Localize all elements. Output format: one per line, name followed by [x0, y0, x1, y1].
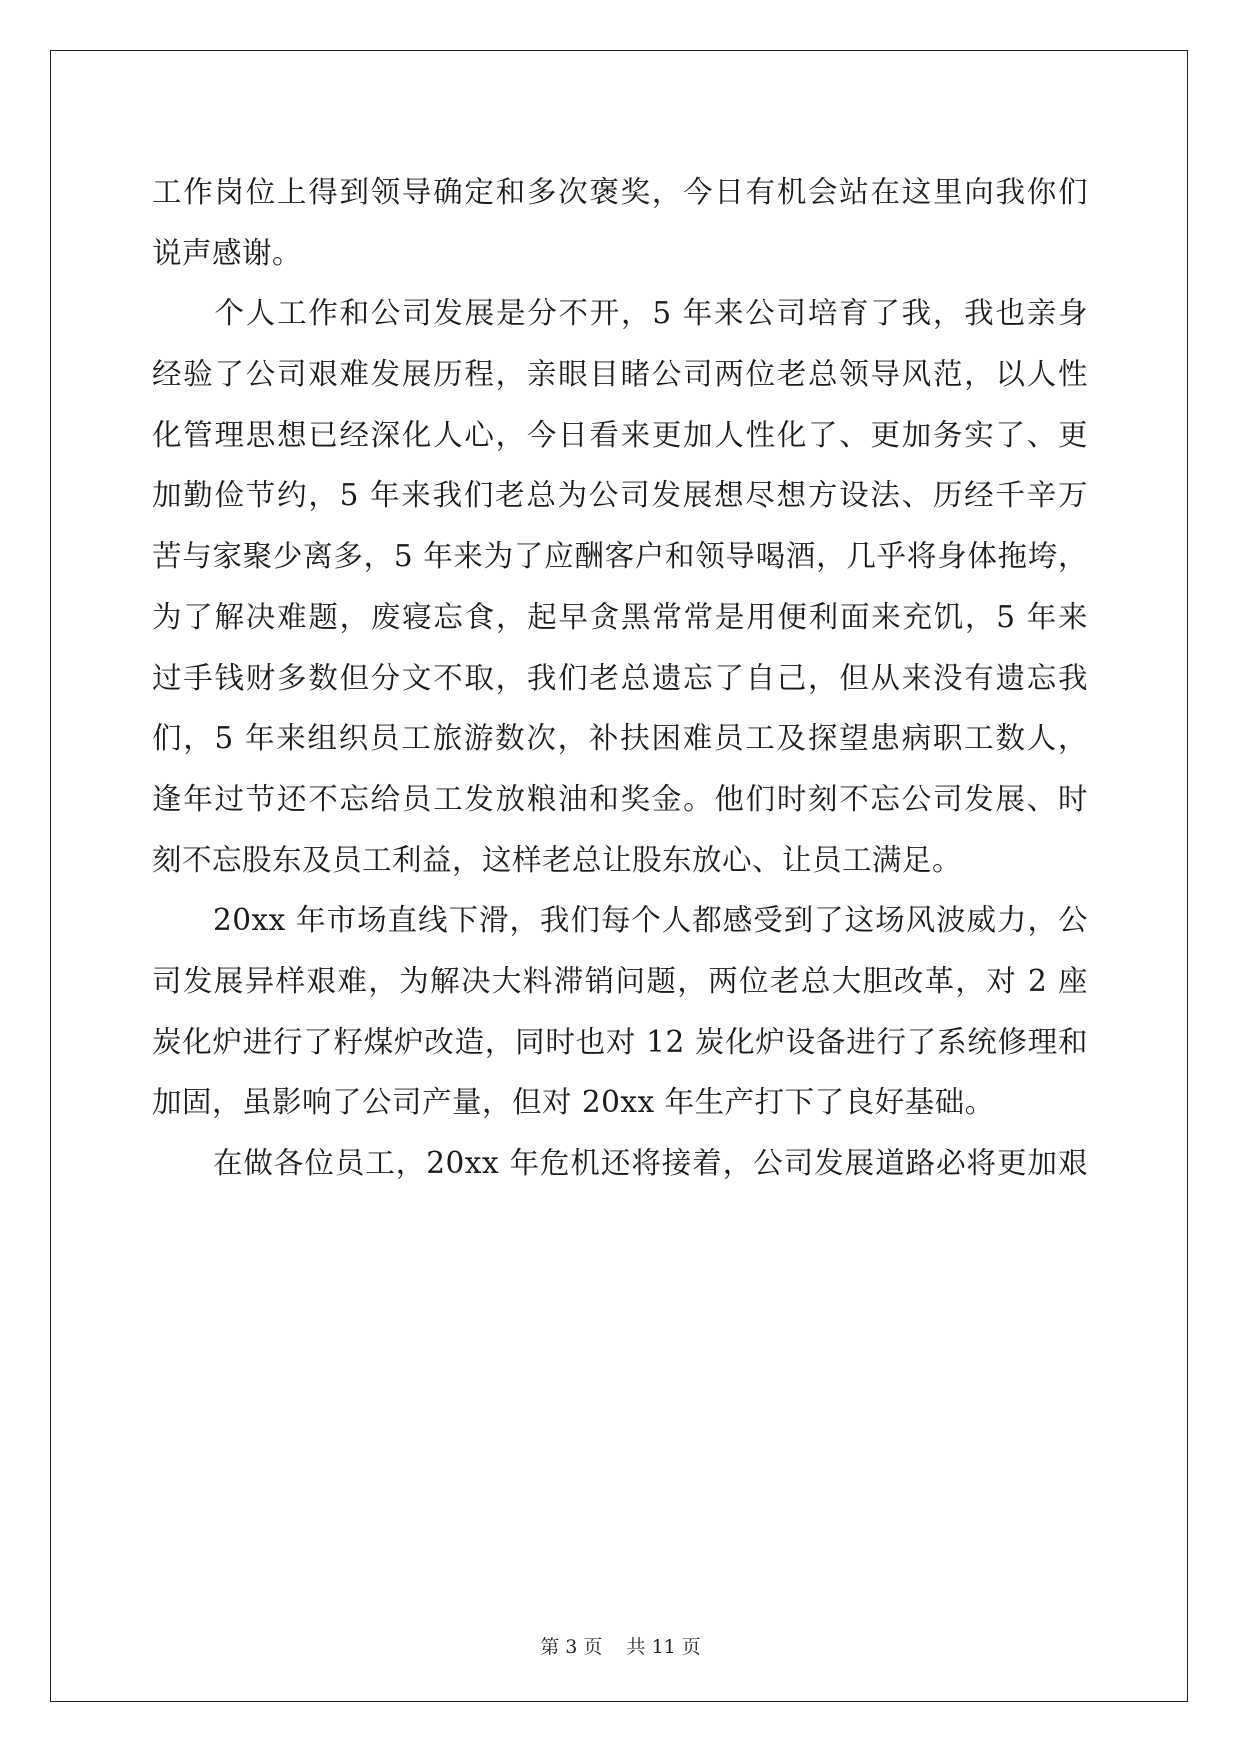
text-line: 在做各位员工，20xx 年危机还将接着，公司发展道路必将更加艰 — [152, 1146, 1088, 1180]
text-line: 加勤俭节约，5 年来我们老总为公司发展想尽想方设法、历经千辛万 — [152, 478, 1088, 513]
page-footer — [0, 1632, 1241, 1659]
text-line: 化管理思想已经深化人心，今日看来更加人性化了、更加务实了、更 — [152, 417, 1088, 452]
text-line: 司发展异样艰难，为解决大料滞销问题，两位老总大胆改革，对 2 座 — [152, 963, 1088, 998]
text-line: 工作岗位上得到领导确定和多次褒奖，今日有机会站在这里向我你们 — [152, 175, 1088, 209]
text-line: 经验了公司艰难发展历程，亲眼目睹公司两位老总领导风范，以人性 — [152, 357, 1088, 392]
page-total: 共 11 页 — [626, 1636, 701, 1658]
text-line: 说声感谢。 — [152, 235, 303, 270]
text-line: 们，5 年来组织员工旅游数次，补扶困难员工及探望患病职工数人， — [152, 721, 1088, 756]
text-line: 逢年过节还不忘给员工发放粮油和奖金。他们时刻不忘公司发展、时 — [152, 781, 1088, 816]
text-line: 过手钱财多数但分文不取，我们老总遗忘了自己，但从来没有遗忘我 — [152, 660, 1088, 695]
text-line: 刻不忘股东及员工利益，这样老总让股东放心、让员工满足。 — [152, 842, 963, 877]
text-line: 个人工作和公司发展是分不开，5 年来公司培育了我，我也亲身 — [152, 296, 1088, 331]
text-line: 苦与家聚少离多，5 年来为了应酬客户和领导喝酒，几乎将身体拖垮， — [152, 539, 1088, 574]
text-line: 20xx 年市场直线下滑，我们每个人都感受到了这场风波威力，公 — [152, 903, 1088, 938]
text-line: 炭化炉进行了籽煤炉改造，同时也对 12 炭化炉设备进行了系统修理和 — [152, 1024, 1088, 1059]
text-line: 加固，虽影响了公司产量，但对 20xx 年生产打下了良好基础。 — [152, 1085, 995, 1120]
document-body — [152, 162, 1088, 1194]
page-number: 第 3 页 — [540, 1636, 603, 1658]
text-line: 为了解决难题，废寝忘食，起早贪黑常常是用便利面来充饥，5 年来 — [152, 599, 1088, 634]
